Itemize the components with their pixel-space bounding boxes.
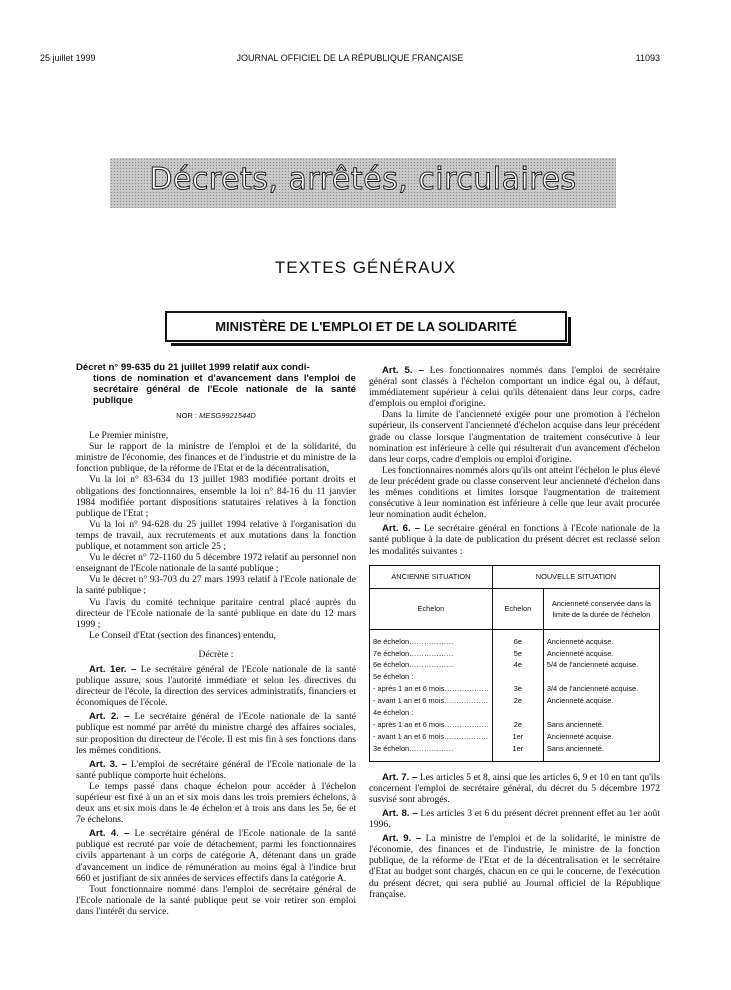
article-paragraph: Le temps passé dans chaque échelon pour accéder à l'échelon supérieur est fixé à un an et six mois dans les trois premiers échelons, à deux ans et six mois dans le 4e échelon et à trois ans dans les 5e, 6e et 7e échelons. <box>76 780 356 826</box>
article-number: Art. 3. – <box>89 758 128 770</box>
table-anciennete <box>547 707 656 719</box>
table-anciennete: Sans ancienneté. <box>546 743 604 753</box>
preamble-paragraph: Vu la loi n° 94-628 du 25 juillet 1994 relative à l'organisation du temps de travail, aux recrutements et aux mutations dans la fonction publique, et notamment son article 25 ; <box>76 518 356 553</box>
table-old-echelon: 4e échelon : <box>373 708 414 718</box>
article-number: Art. 8. – <box>382 807 418 819</box>
article-text: Les fonctionnaires nommés dans l'emploi de secrétaire général sont classés à l'échelon comportant un indice égal ou, à défaut, immédiatement supérieur à celui qu'ils détenaient dans leur corps, cadre d'emplois ou emploi d'origine. <box>369 365 660 410</box>
table-new-echelon: 1er <box>512 731 524 741</box>
table-old-echelon: 7e échelon……………… <box>373 648 454 658</box>
table-old-echelon: - après 1 an et 6 mois……………… <box>373 684 489 694</box>
articles-right-top <box>369 365 660 557</box>
table-old-echelon: - avant 1 an et 6 mois……………… <box>373 696 489 706</box>
table-new-echelon: 2e <box>513 696 522 706</box>
article-paragraph <box>76 664 356 708</box>
table-cell-new-echelons <box>492 629 543 761</box>
articles-left <box>76 664 356 917</box>
table-head-old: ANCIENNE SITUATION <box>370 565 493 588</box>
table-anciennete: 5/4 de l'ancienneté acquise. <box>546 660 639 670</box>
article-paragraph <box>76 828 356 883</box>
preamble-paragraph: Vu le décret n° 72-1160 du 5 décembre 1972 relatif au personnel non enseignant de l'Ecole nationale de la santé publique ; <box>76 552 356 575</box>
section-heading: TEXTES GÉNÉRAUX <box>274 258 457 277</box>
article-number: Art. 9. – <box>382 833 422 845</box>
table-new-echelon: 2e <box>513 719 522 729</box>
article-text: Le secrétaire général de l'Ecole nationale de la santé publique est recruté par voie de détachement, parmi les fonctionnaires civils appartenant à un corps de catégorie A, détenant dans un grade d'avancement un indice de rémunération au moins égal à l'indice brut 660 et justifiant de six années de services effectifs dans la catégorie A. <box>76 828 356 884</box>
section-banner <box>110 158 616 208</box>
decrete-heading: Décrète : <box>198 648 234 660</box>
table-new-echelon: 1er <box>512 743 524 753</box>
table-old-echelon: 3e échelon……………… <box>373 743 454 753</box>
article-number: Art. 4. – <box>89 828 130 840</box>
article-number: Art. 5. – <box>382 365 424 376</box>
article-paragraph <box>76 759 356 781</box>
article-paragraph <box>76 711 356 755</box>
table-anciennete: Ancienneté acquise. <box>546 636 614 646</box>
article-paragraph <box>369 772 660 805</box>
preamble-paragraph: Le Premier ministre, <box>89 430 169 442</box>
preamble-paragraph: Vu le décret n° 93-703 du 27 mars 1993 relatif à l'Ecole nationale de la santé publique ; <box>76 574 356 597</box>
preamble-paragraph: Sur le rapport de la ministre de l'emploi et de la solidarité, du ministre de l'économie, des finances et de l'industrie et du ministre de la fonction publique, de la réforme de l'Etat et de la décentralisation, <box>76 441 356 475</box>
article-paragraph: Dans la limite de l'ancienneté exigée pour une promotion à l'échelon supérieur, ils conservent l'ancienneté d'échelon acquise dans leur précédent grade ou classe lorsque l'augmentation de traitement consécutive à leur nomination est inférieure à celle qui résulterait d'un avancement d'échelon dans leur corps, cadre d'emplois ou emploi d'origine. <box>369 409 660 465</box>
article-paragraph <box>369 808 660 830</box>
article-paragraph <box>369 365 660 409</box>
preamble-paragraph: Vu la loi n° 83-634 du 13 juillet 1983 modifiée portant droits et obligations des fonctionnaires, ensemble la loi n° 84-16 du 11 janvier 1984 modifiée portant dispositions statutaires relatives à la fonction publique de l'Etat ; <box>76 474 356 519</box>
reclassification-table <box>369 565 660 762</box>
table-anciennete: 3/4 de l'ancienneté acquise. <box>546 684 639 694</box>
table-new-echelon: 3e <box>513 684 522 694</box>
article-paragraph: Tout fonctionnaire nommé dans l'emploi de secrétaire général de l'Ecole nationale de la santé publique peut se voir retirer son emploi dans l'intérêt du service. <box>76 883 356 917</box>
header-date: 25 juillet 1999 <box>40 53 96 63</box>
article-paragraph: Les fonctionnaires nommés alors qu'ils ont atteint l'échelon le plus élevé de leur précédent grade ou classe conservent leur ancienneté d'échelon dans les mêmes conditions et limites lorsque l'augmentation de traitement consécutive à leur nomination est inférieure à celle que leur avait procurée leur nomination audit échelon. <box>369 464 660 521</box>
table-anciennete <box>547 671 656 683</box>
table-new-echelon <box>496 707 540 719</box>
article-paragraph <box>369 833 660 900</box>
table-anciennete: Ancienneté acquise. <box>546 648 614 658</box>
article-text: Le secrétaire général en fonctions à l'Ecole nationale de la santé publique à la date de publication du présent décret est reclassé selon les modalités suivantes : <box>369 523 660 557</box>
table-anciennete: Ancienneté acquise. <box>546 731 614 741</box>
table-anciennete: Sans ancienneté. <box>546 719 604 729</box>
header-page-number: 11093 <box>635 53 660 63</box>
article-number: Art. 7. – <box>382 771 418 783</box>
article-number: Art. 2. – <box>89 711 130 723</box>
left-column <box>76 362 356 917</box>
decree-title: Décret n° 99-635 du 21 juillet 1999 relatif aux condi- tions de nomination et d'avancement dans l'emploi de secrétaire général de l'Ecole nationale de la santé publique <box>76 362 356 406</box>
table-old-echelon: - après 1 an et 6 mois……………… <box>373 719 489 729</box>
article-number: Art. 6. – <box>382 523 421 535</box>
header-journal-title: JOURNAL OFFICIEL DE LA RÉPUBLIQUE FRANÇAISE <box>236 53 464 63</box>
right-column <box>369 362 660 900</box>
preamble-paragraph: Le Conseil d'Etat (section des finances) entendu, <box>89 629 276 641</box>
banner-title: Décrets, arrêtés, circulaires <box>149 162 577 197</box>
article-paragraph <box>369 523 660 556</box>
table-new-echelon: 6e <box>513 636 522 646</box>
nor-reference: NOR : MESG9921544D <box>176 411 256 420</box>
article-text: Les articles 3 et 6 du présent décret prennent effet au 1er août 1996. <box>369 807 660 831</box>
table-cell-old-echelons <box>370 629 493 761</box>
table-col-echelon-new: Echelon <box>492 588 543 629</box>
article-number: Art. 1er. – <box>89 663 137 675</box>
article-text: Le secrétaire général de l'Ecole nationale de la santé publique est nommé par arrêté du ministre chargé des affaires sociales, sur proposition du directeur de l'école. Il est mis fin à ses fonctions dans les mêmes conditions. <box>76 711 356 756</box>
table-old-echelon: - avant 1 an et 6 mois……………… <box>373 731 489 741</box>
table-col-anciennete: Ancienneté conservée dans la limite de la durée de l'échelon <box>543 588 659 629</box>
table-col-echelon-old: Echelon <box>370 588 493 629</box>
nor-code: MESG9921544D <box>199 411 256 420</box>
article-text: L'emploi de secrétaire général de l'Ecole nationale de la santé publique comporte huit échelons. <box>76 758 356 781</box>
table-old-echelon: 5e échelon : <box>373 672 414 682</box>
table-new-echelon <box>496 671 540 683</box>
article-text: Le secrétaire général de l'Ecole nationale de la santé publique assure, sous l'autorité immédiate et selon les directives du directeur de l'école, la direction des services administratifs, financiers et économiques de l'école. <box>76 663 356 709</box>
decree-preamble <box>76 430 356 641</box>
table-new-echelon: 5e <box>513 648 522 658</box>
table-new-echelon: 4e <box>513 660 522 670</box>
ministry-heading: MINISTÈRE DE L'EMPLOI ET DE LA SOLIDARITÉ <box>165 311 567 342</box>
table-head-new: NOUVELLE SITUATION <box>492 565 659 588</box>
preamble-paragraph: Vu l'avis du comité technique paritaire central placé auprès du directeur de l'Ecole nationale de la santé publique en date du 12 mars 1999 ; <box>76 596 356 630</box>
article-text: La ministre de l'emploi et de la solidarité, le ministre de l'économie, des finances et de l'industrie, le ministre de la fonction publique, de la réforme de l'Etat et de la décentralisation et le secrétaire d'Etat au budget sont chargés, chacun en ce qui le concerne, de l'exécution du présent décret, qui sera publié au Journal officiel de la République française. <box>369 833 660 900</box>
table-anciennete: Ancienneté acquise. <box>546 696 614 706</box>
articles-right-bottom <box>369 772 660 900</box>
table-old-echelon: 8e échelon……………… <box>373 636 454 646</box>
table-old-echelon: 6e échelon……………… <box>373 660 454 670</box>
table-cell-anciennete <box>543 629 659 761</box>
article-text: Les articles 5 et 8, ainsi que les articles 6, 9 et 10 en tant qu'ils concernent l'emploi de secrétaire général, du décret du 5 décembre 1972 susvisé sont abrogés. <box>369 771 660 805</box>
